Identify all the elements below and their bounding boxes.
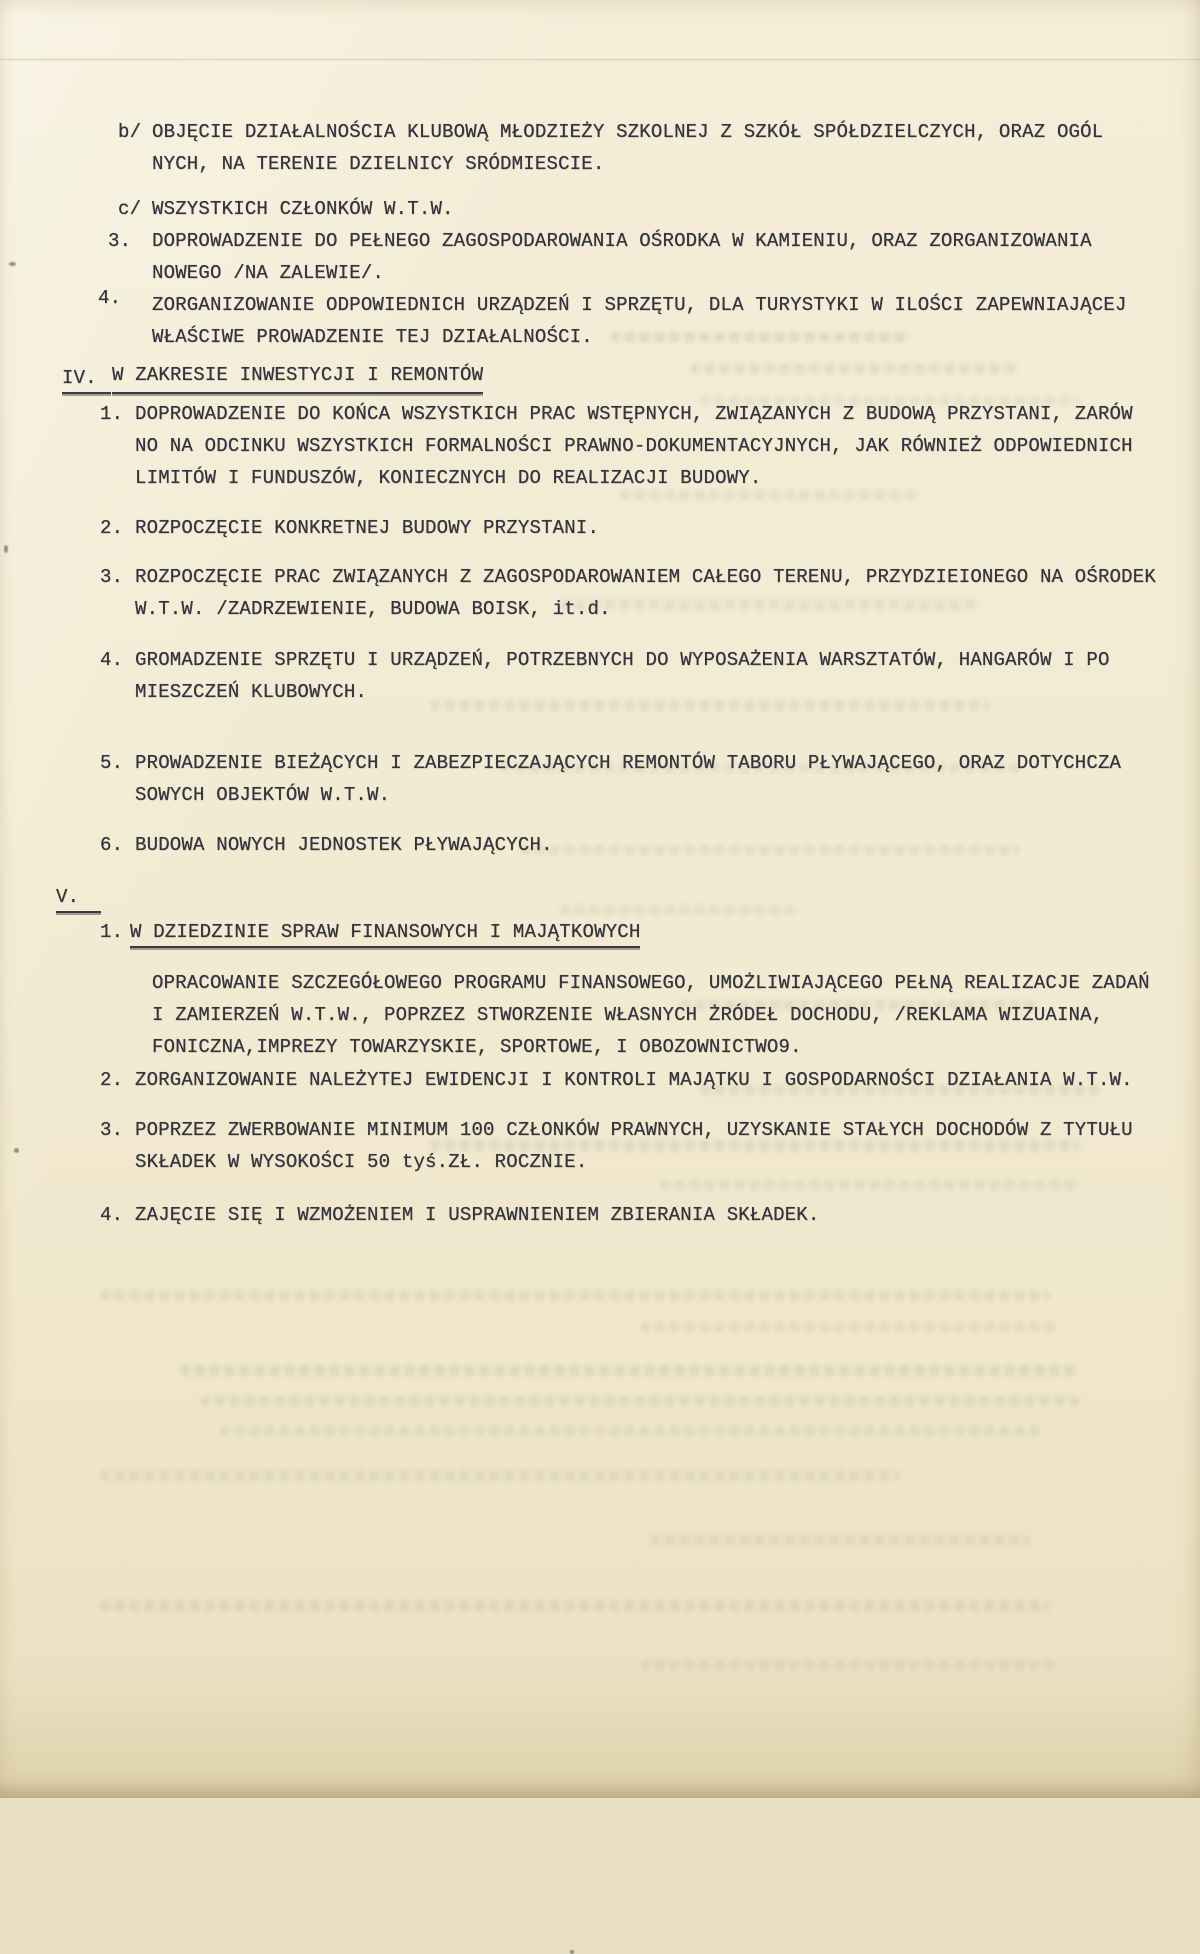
item-marker: 3.: [108, 230, 132, 252]
item-marker: 2.: [100, 1069, 124, 1091]
item-lines: [152, 225, 1092, 289]
item-marker: 4.: [98, 287, 122, 309]
list-item-v-4: [100, 1199, 1200, 1231]
bleedthrough-smudge: [640, 1660, 1060, 1670]
section-number: IV.: [62, 362, 112, 397]
bleedthrough-smudge: [220, 1426, 1040, 1436]
item-lines: [135, 1114, 1133, 1178]
item-marker: 1.: [100, 921, 124, 943]
bleedthrough-smudge: [650, 1535, 1030, 1545]
bleedthrough-smudge: [100, 1600, 1050, 1611]
text-line: NYCH, NA TERENIE DZIELNICY SRÓDMIESCIE.: [152, 153, 605, 175]
bleedthrough-smudge: [640, 1322, 1060, 1332]
list-item-b: [118, 116, 1200, 180]
item-marker: b/: [118, 121, 142, 143]
item-lines: [130, 916, 640, 951]
item-lines: [135, 747, 1121, 811]
text-line: GROMADZENIE SPRZĘTU I URZĄDZEŃ, POTRZEBNYCH DO WYPOSAŻENIA WARSZTATÓW, HANGARÓW I PO: [135, 649, 1110, 671]
section-v-subheading: [100, 916, 1200, 951]
text-line: DOPROWADZENIE DO KOŃCA WSZYSTKICH PRAC WSTĘPNYCH, ZWIĄZANYCH Z BUDOWĄ PRZYSTANI, ZARÓW: [135, 403, 1133, 425]
text-line: SKŁADEK W WYSOKOŚCI 50 tyś.ZŁ. ROCZNIE.: [135, 1151, 588, 1173]
text-line: POPRZEZ ZWERBOWANIE MINIMUM 100 CZŁONKÓW PRAWNYCH, UZYSKANIE STAŁYCH DOCHODÓW Z TYTUŁU: [135, 1119, 1133, 1141]
item-lines: [135, 829, 553, 861]
list-item-iv-3: [100, 561, 1200, 625]
list-item-v-3: [100, 1114, 1200, 1178]
text-line: DOPROWADZENIE DO PEŁNEGO ZAGOSPODAROWANIA OŚRODKA W KAMIENIU, ORAZ ZORGANIZOWANIA: [152, 230, 1092, 252]
list-item-iv-1: [100, 398, 1200, 494]
text-line: NOWEGO /NA ZALEWIE/.: [152, 262, 385, 284]
subsection-title: W DZIEDZINIE SPRAW FINANSOWYCH I MAJĄTKOWYCH: [130, 919, 640, 948]
list-item-v-2: [100, 1064, 1200, 1096]
text-line: OBJĘCIE DZIAŁALNOŚCIA KLUBOWĄ MŁODZIEŻY SZKOLNEJ Z SZKÓŁ SPÓŁDZIELCZYCH, ORAZ OGÓL: [152, 121, 1104, 143]
text-line: ZORGANIZOWANIE ODPOWIEDNICH URZĄDZEŃ I SPRZĘTU, DLA TURYSTYKI W ILOŚCI ZAPEWNIAJĄCEJ: [152, 294, 1127, 316]
item-lines: [135, 398, 1133, 494]
item-marker: c/: [118, 198, 142, 220]
item-marker: 4.: [100, 1204, 124, 1226]
text-line: I ZAMIERZEŃ W.T.W., POPRZEZ STWORZENIE WŁASNYCH ŻRÓDEŁ DOCHODU, /REKLAMA WIZUAINA,: [152, 1004, 1104, 1026]
bleedthrough-smudge: [200, 1396, 1080, 1406]
text-line: SOWYCH OBJEKTÓW W.T.W.: [135, 784, 391, 806]
section-iv-heading: [62, 362, 1200, 397]
text-line: ROZPOCZĘCIE KONKRETNEJ BUDOWY PRZYSTANI.: [135, 517, 600, 539]
text-line: ROZPOCZĘCIE PRAC ZWIĄZANYCH Z ZAGOSPODAROWANIEM CAŁEGO TERENU, PRZYDZIEIONEGO NA OŚRODEK: [135, 566, 1156, 588]
item-lines: [135, 1064, 1133, 1096]
ink-speck: [570, 1950, 574, 1954]
item-marker: 3.: [100, 1119, 124, 1141]
bleedthrough-smudge: [100, 1290, 1050, 1301]
text-line: ZORGANIZOWANIE NALEŻYTEJ EWIDENCJI I KONTROLI MAJĄTKU I GOSPODARNOŚCI DZIAŁANIA W.T.W.: [135, 1069, 1133, 1091]
item-lines: [152, 116, 1103, 180]
item-marker: 2.: [100, 517, 124, 539]
item-marker: 3.: [100, 566, 124, 588]
item-lines: [152, 289, 1127, 353]
section-v-number: V.: [56, 881, 1200, 916]
bleedthrough-smudge: [180, 1365, 1080, 1376]
text-line: MIESZCZEŃ KLUBOWYCH.: [135, 681, 368, 703]
item-marker: 5.: [100, 752, 124, 774]
text-line: OPRACOWANIE SZCZEGÓŁOWEGO PROGRAMU FINANSOWEGO, UMOŻLIWIAJĄCEGO PEŁNĄ REALIZACJE ZADAŃ: [152, 972, 1150, 994]
text-line: W.T.W. /ZADRZEWIENIE, BUDOWA BOISK, it.d.: [135, 598, 611, 620]
list-item-c: [118, 193, 1200, 225]
text-line: FONICZNA,IMPREZY TOWARZYSKIE, SPORTOWE, I OBOZOWNICTWO9.: [152, 1036, 802, 1058]
item-marker: 6.: [100, 834, 124, 856]
item-lines: [135, 561, 1156, 625]
text-line: NO NA ODCINKU WSZYSTKICH FORMALNOŚCI PRAWNO-DOKUMENTACYJNYCH, JAK RÓWNIEŻ ODPOWIEDNICH: [135, 435, 1133, 457]
text-line: LIMITÓW I FUNDUSZÓW, KONIECZNYCH DO REALIZACJI BUDOWY.: [135, 467, 762, 489]
item-marker: 4.: [100, 649, 124, 671]
section-title: W ZAKRESIE INWESTYCJI I REMONTÓW: [112, 362, 483, 394]
list-item-iv-6: [100, 829, 1200, 861]
item-lines: [135, 1199, 820, 1231]
item-lines: [135, 644, 1110, 708]
item-marker: 1.: [100, 403, 124, 425]
list-item-3: [108, 225, 1200, 289]
item-lines: [152, 193, 454, 225]
section-v-paragraph: [152, 967, 1200, 1063]
list-item-iv-4: [100, 644, 1200, 708]
item-lines: [135, 512, 599, 544]
text-line: ZAJĘCIE SIĘ I WZMOŻENIEM I USPRAWNIENIEM ZBIERANIA SKŁADEK.: [135, 1204, 820, 1226]
list-item-iv-2: [100, 512, 1200, 544]
bleedthrough-smudge: [100, 1470, 900, 1481]
list-item-4: [98, 289, 1200, 353]
text-line: WŁAŚCIWE PROWADZENIE TEJ DZIAŁALNOŚCI.: [152, 326, 593, 348]
text-line: [130, 916, 640, 951]
text-line: PROWADZENIE BIEŻĄCYCH I ZABEZPIECZAJĄCYCH REMONTÓW TABORU PŁYWAJĄCEGO, ORAZ DOTYCHCZA: [135, 752, 1122, 774]
list-item-iv-5: [100, 747, 1200, 811]
text-line: WSZYSTKICH CZŁONKÓW W.T.W.: [152, 198, 454, 220]
text-line: BUDOWA NOWYCH JEDNOSTEK PŁYWAJĄCYCH.: [135, 834, 553, 856]
